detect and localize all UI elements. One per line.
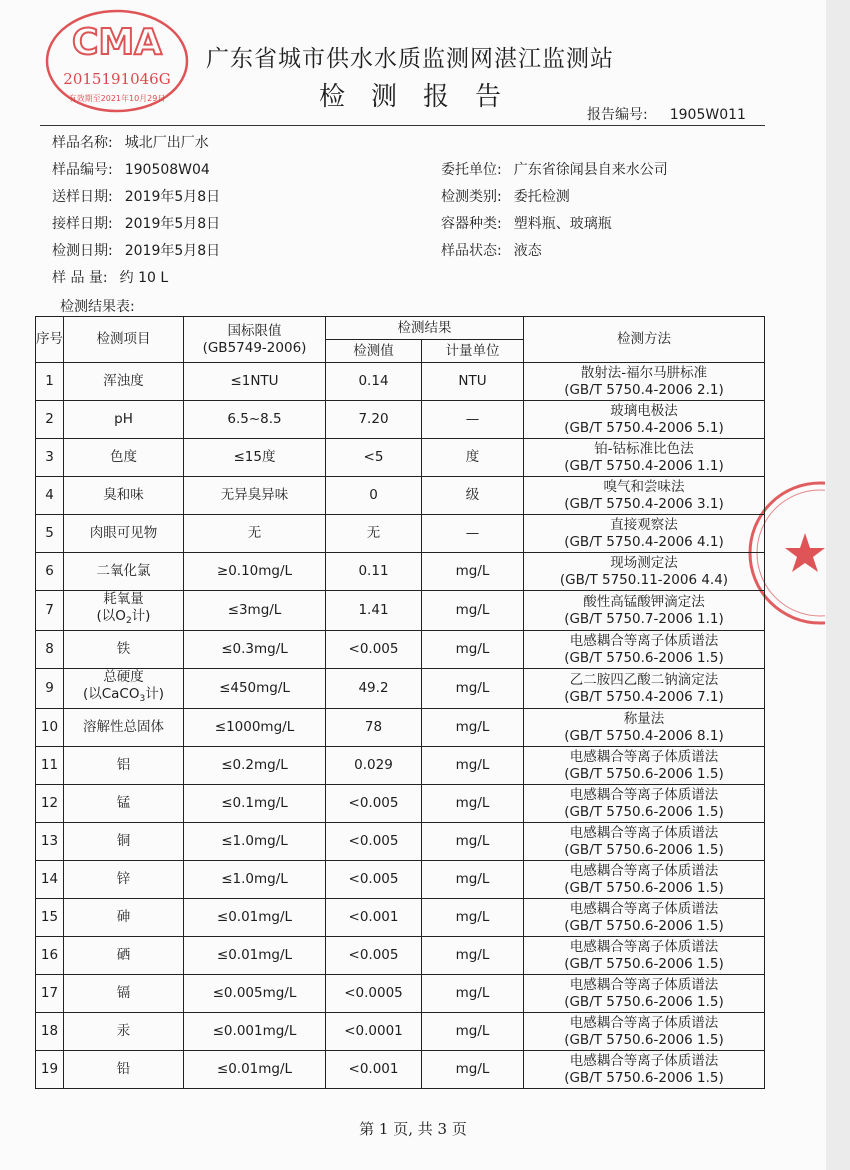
row-no: 12 [36,785,64,823]
table-row [36,669,765,709]
method-name: 称量法 [623,710,665,727]
test-type-label: 检测类别: [441,189,502,205]
row-limit: ≤0.1mg/L [184,785,326,823]
row-no: 14 [36,861,64,899]
row-no: 8 [36,631,64,669]
row-item-name: 耗氧量 [103,591,144,607]
row-limit: ≥0.10mg/L [184,553,326,591]
table-row [36,439,765,477]
test-date-label: 检测日期: [52,243,113,259]
row-value: <0.005 [326,631,422,669]
row-method [524,823,765,861]
row-no: 2 [36,401,64,439]
method-standard: (GB/T 5750.4-2006 7.1) [564,688,724,705]
row-value: 1.41 [326,591,422,631]
method-name: 电感耦合等离子体质谱法 [569,900,719,917]
method-standard: (GB/T 5750.4-2006 5.1) [564,419,724,436]
method-name: 电感耦合等离子体质谱法 [569,1014,719,1031]
head-seq: 序号 [36,317,64,363]
row-limit: ≤450mg/L [184,669,326,709]
method-standard: (GB/T 5750.6-2006 1.5) [564,803,724,820]
row-method [524,669,765,709]
row-method [524,861,765,899]
head-method: 检测方法 [524,317,765,363]
page-footer: 第 1 页, 共 3 页 [359,1120,467,1138]
row-unit: mg/L [422,591,524,631]
row-item-basis [64,608,183,630]
row-no: 16 [36,937,64,975]
row-item-name: pH [114,411,133,427]
svg-text:CMA: CMA [71,22,163,63]
method-standard: (GB/T 5750.6-2006 1.5) [564,649,724,666]
method-standard: (GB/T 5750.6-2006 1.5) [564,1031,724,1048]
method-name: 电感耦合等离子体质谱法 [569,1052,719,1069]
receive-date-value: 2019年5月8日 [124,216,221,232]
row-unit: — [422,515,524,553]
method-name: 电感耦合等离子体质谱法 [569,862,719,879]
row-value: <0.0001 [326,1013,422,1051]
head-unit: 计量单位 [422,340,524,363]
method-name: 电感耦合等离子体质谱法 [569,938,719,955]
table-row [36,709,765,747]
table-row [36,975,765,1013]
basis-prefix: (以CaCO [82,686,140,702]
row-limit: ≤0.005mg/L [184,975,326,1013]
sample-amount-label: 样 品 量: [52,270,108,286]
sample-state-value: 液态 [513,243,542,259]
report-number [583,104,746,124]
row-item [64,477,184,515]
row-unit: mg/L [422,669,524,709]
basis-subscript: 3 [139,694,146,704]
send-date-label: 送样日期: [52,189,113,205]
test-date [52,240,220,260]
row-item [64,899,184,937]
method-standard: (GB/T 5750.7-2006 1.1) [564,610,724,627]
method-name: 现场测定法 [610,554,678,571]
row-no: 3 [36,439,64,477]
row-limit: ≤3mg/L [184,591,326,631]
row-method [524,553,765,591]
row-item [64,975,184,1013]
client-label: 委托单位: [441,162,502,178]
table-caption: 检测结果表: [60,299,135,315]
row-item-name: 铜 [116,833,131,849]
method-standard: (GB/T 5750.4-2006 8.1) [564,727,724,744]
row-unit: mg/L [422,631,524,669]
row-unit: mg/L [422,1013,524,1051]
row-unit: mg/L [422,747,524,785]
row-unit: 度 [422,439,524,477]
row-unit: 级 [422,477,524,515]
row-no: 6 [36,553,64,591]
row-item-name: 总硬度 [103,669,144,685]
row-method [524,975,765,1013]
method-standard: (GB/T 5750.6-2006 1.5) [564,879,724,896]
row-value: 0.029 [326,747,422,785]
send-date-value: 2019年5月8日 [124,189,221,205]
row-value: <0.0005 [326,975,422,1013]
method-name: 电感耦合等离子体质谱法 [569,824,719,841]
row-limit: 6.5~8.5 [184,401,326,439]
row-item [64,785,184,823]
row-method [524,363,765,401]
basis-suffix: 计) [145,686,165,702]
row-item [64,363,184,401]
row-item [64,861,184,899]
row-item-name: 二氧化氯 [96,563,151,579]
table-row [36,785,765,823]
table-row [36,553,765,591]
method-name: 嗅气和尝味法 [603,478,685,495]
row-limit: ≤0.01mg/L [184,937,326,975]
head-value: 检测值 [326,340,422,363]
row-method [524,785,765,823]
head-result: 检测结果 [326,317,524,340]
head-limit-std: (GB5749-2006) [202,339,307,356]
row-unit: NTU [422,363,524,401]
row-item-name: 浑浊度 [103,373,144,389]
row-value: 无 [326,515,422,553]
row-limit: 无 [184,515,326,553]
row-value: 0.14 [326,363,422,401]
row-no: 5 [36,515,64,553]
row-method [524,709,765,747]
row-method [524,515,765,553]
row-limit: ≤0.3mg/L [184,631,326,669]
method-standard: (GB/T 5750.6-2006 1.5) [564,993,724,1010]
row-method [524,937,765,975]
basis-suffix: 计) [131,608,151,624]
row-limit: ≤15度 [184,439,326,477]
sample-state [441,240,542,260]
test-type-value: 委托检测 [513,189,570,205]
method-name: 电感耦合等离子体质谱法 [569,748,719,765]
row-value: <0.005 [326,785,422,823]
table-row [36,477,765,515]
row-unit: — [422,401,524,439]
row-item-name: 铝 [116,757,131,773]
report-number-label: 报告编号: [587,107,648,123]
table-row [36,363,765,401]
row-item [64,401,184,439]
row-value: <0.005 [326,823,422,861]
row-limit: 无异臭异味 [184,477,326,515]
row-limit: ≤1NTU [184,363,326,401]
row-item-basis [64,686,183,708]
row-no: 10 [36,709,64,747]
method-standard: (GB/T 5750.4-2006 4.1) [564,533,724,550]
row-method [524,591,765,631]
results-table [35,316,765,1089]
row-value: <0.005 [326,937,422,975]
row-item [64,669,184,709]
row-unit: mg/L [422,975,524,1013]
row-method [524,747,765,785]
row-no: 18 [36,1013,64,1051]
table-row [36,747,765,785]
test-type [441,186,570,206]
row-no: 15 [36,899,64,937]
row-no: 7 [36,591,64,631]
row-no: 4 [36,477,64,515]
row-no: 9 [36,669,64,709]
sample-amount-value: 约 10 L [119,270,169,286]
row-unit: mg/L [422,709,524,747]
method-name: 乙二胺四乙酸二钠滴定法 [569,671,719,688]
method-name: 铂-钴标准比色法 [594,440,694,457]
header-rule [40,125,765,126]
method-name: 散射法-福尔马肼标准 [580,364,708,381]
method-standard: (GB/T 5750.6-2006 1.5) [564,917,724,934]
row-item [64,937,184,975]
table-row [36,823,765,861]
row-value: 7.20 [326,401,422,439]
row-no: 11 [36,747,64,785]
row-no: 13 [36,823,64,861]
row-item-name: 溶解性总固体 [83,719,164,735]
row-unit: mg/L [422,1051,524,1089]
row-method [524,899,765,937]
row-item [64,747,184,785]
row-item [64,515,184,553]
row-item-name: 锰 [116,795,131,811]
table-row [36,631,765,669]
row-item-name: 铁 [116,641,131,657]
row-unit: mg/L [422,785,524,823]
head-item: 检测项目 [64,317,184,363]
row-value: <5 [326,439,422,477]
row-unit: mg/L [422,899,524,937]
row-method [524,1051,765,1089]
row-item-name: 汞 [116,1023,131,1039]
method-standard: (GB/T 5750.4-2006 1.1) [564,457,724,474]
row-unit: mg/L [422,861,524,899]
sample-name-value: 城北厂出厂水 [124,135,209,151]
sample-no-value: 190508W04 [124,162,210,178]
table-row [36,1051,765,1089]
container-value: 塑料瓶、玻璃瓶 [513,216,612,232]
row-value: 49.2 [326,669,422,709]
table-row [36,937,765,975]
basis-prefix: (以O [96,608,126,624]
table-row [36,515,765,553]
row-limit: ≤1.0mg/L [184,861,326,899]
row-item [64,709,184,747]
row-method [524,1013,765,1051]
results-body [36,363,765,1089]
row-no: 19 [36,1051,64,1089]
container [441,213,612,233]
method-name: 电感耦合等离子体质谱法 [569,632,719,649]
row-item-name: 肉眼可见物 [89,525,158,541]
client [441,159,668,179]
row-item-name: 硒 [116,947,131,963]
row-value: 0.11 [326,553,422,591]
svg-text:有效期至2021年10月29日: 有效期至2021年10月29日 [68,94,166,103]
test-date-value: 2019年5月8日 [124,243,221,259]
row-method [524,477,765,515]
row-value: <0.005 [326,861,422,899]
table-row [36,899,765,937]
row-no: 17 [36,975,64,1013]
sample-no [52,159,210,179]
report-number-value: 1905W011 [669,107,746,123]
method-name: 酸性高锰酸钾滴定法 [583,593,705,610]
row-value: <0.001 [326,899,422,937]
row-limit: ≤0.01mg/L [184,1051,326,1089]
row-item-name: 砷 [116,909,131,925]
table-row [36,861,765,899]
sample-name-label: 样品名称: [52,135,113,151]
row-method [524,439,765,477]
row-no: 1 [36,363,64,401]
row-value: 78 [326,709,422,747]
receive-date [52,213,220,233]
row-item-name: 臭和味 [103,487,144,503]
row-item [64,631,184,669]
method-standard: (GB/T 5750.11-2006 4.4) [559,571,729,588]
row-item-name: 色度 [110,449,137,465]
head-limit [184,317,326,363]
row-item [64,553,184,591]
org-title: 广东省城市供水水质监测网湛江监测站 [206,46,614,72]
row-item [64,591,184,631]
row-value: <0.001 [326,1051,422,1089]
method-standard: (GB/T 5750.4-2006 2.1) [564,381,724,398]
row-unit: mg/L [422,823,524,861]
row-limit: ≤1.0mg/L [184,823,326,861]
method-name: 电感耦合等离子体质谱法 [569,786,719,803]
doc-title: 检测报告 [318,82,527,112]
table-row [36,401,765,439]
container-label: 容器种类: [441,216,502,232]
table-row [36,1013,765,1051]
row-item [64,1051,184,1089]
row-method [524,631,765,669]
row-unit: mg/L [422,553,524,591]
head-limit-label: 国标限值 [227,322,282,339]
row-item [64,823,184,861]
method-name: 玻璃电极法 [610,402,678,419]
method-name: 电感耦合等离子体质谱法 [569,976,719,993]
row-limit: ≤1000mg/L [184,709,326,747]
receive-date-label: 接样日期: [52,216,113,232]
method-standard: (GB/T 5750.6-2006 1.5) [564,841,724,858]
cma-stamp-icon [42,6,192,116]
method-standard: (GB/T 5750.6-2006 1.5) [564,765,724,782]
row-item-name: 镉 [116,985,131,1001]
sample-name [52,132,209,152]
row-value: 0 [326,477,422,515]
row-limit: ≤0.2mg/L [184,747,326,785]
row-limit: ≤0.001mg/L [184,1013,326,1051]
client-value: 广东省徐闻县自来水公司 [513,162,668,178]
row-limit: ≤0.01mg/L [184,899,326,937]
send-date [52,186,220,206]
table-row [36,591,765,631]
row-item-name: 锌 [116,871,131,887]
basis-subscript: 2 [125,616,132,626]
row-item-name: 铅 [116,1061,131,1077]
svg-text:2015191046G: 2015191046G [63,70,171,88]
sample-state-label: 样品状态: [441,243,502,259]
method-standard: (GB/T 5750.4-2006 3.1) [564,495,724,512]
sample-no-label: 样品编号: [52,162,113,178]
row-item [64,439,184,477]
row-method [524,401,765,439]
row-item [64,1013,184,1051]
row-unit: mg/L [422,937,524,975]
method-standard: (GB/T 5750.6-2006 1.5) [564,1069,724,1086]
sample-amount [52,267,168,287]
method-name: 直接观察法 [610,516,678,533]
method-standard: (GB/T 5750.6-2006 1.5) [564,955,724,972]
